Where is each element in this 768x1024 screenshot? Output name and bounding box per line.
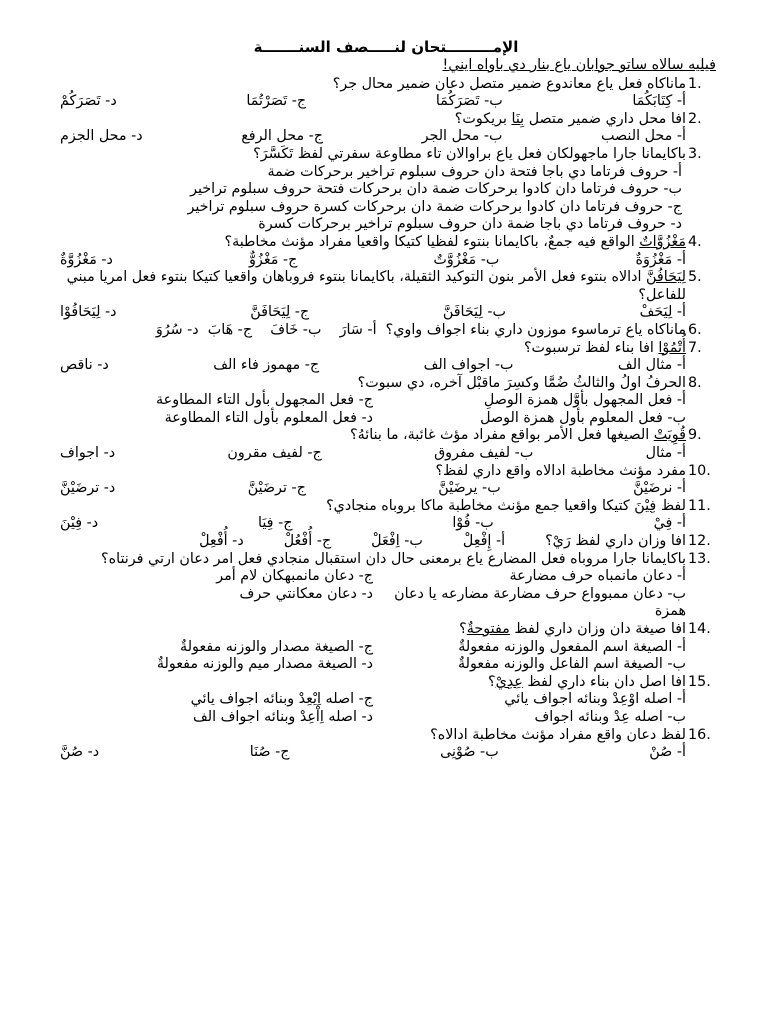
option-b: ب- حروف فرتاما دان كادوا برحركات ضمة دان برحركات فتحة حروف سبلوم تراخير (190, 181, 682, 198)
option-a: أ- مثال الف (617, 357, 686, 374)
question-text: افا وزان داري لفظ رَيْ؟ (545, 533, 686, 550)
question-text-part: الصيغها فعل الأمر بواقع مفراد مؤث غائبة، ما بنائهُ؟ (350, 427, 654, 444)
question-8 (56, 375, 716, 428)
option-b: ب- اصله عِدْ وبنائه اجواف (534, 708, 686, 725)
option-c: ج- الصيغة مصدار والوزنه مفعولةٌ (180, 638, 373, 655)
option-d: د- مَغْزُوَّةٌ (60, 251, 113, 268)
options-row (56, 691, 686, 709)
option-a: أ- إِفْعِلْ (462, 533, 506, 550)
option-b: ب- خَافَ (270, 321, 322, 338)
option-b: ب- لِيَحَافَنَّ (442, 304, 506, 321)
option-b: ب- اجواف الف (423, 357, 514, 374)
question-line (56, 533, 686, 551)
question-number: 16. (688, 726, 711, 743)
option-b: ب- مَغْزُوَّتٌ (433, 251, 500, 268)
question-text (56, 269, 686, 304)
question-11 (56, 498, 716, 533)
option-a: أ- سَارَ (339, 321, 377, 338)
option-b: ب- فُوْا (452, 515, 494, 532)
question-number: 13. (688, 550, 711, 567)
option-d: د- دعان معكانتي حرف (239, 585, 373, 602)
question-3 (56, 146, 716, 234)
question-2 (56, 111, 716, 146)
question-number: 8. (688, 374, 702, 391)
underlined-word: عِدِيْ (495, 673, 523, 690)
option-c: ج- دعان مانمبهكان لام أمر (216, 568, 373, 585)
question-text (56, 427, 686, 445)
question-15 (56, 674, 716, 727)
question-5 (56, 269, 716, 322)
options-row (56, 656, 686, 674)
question-text (56, 498, 686, 516)
question-text-part: ماناكاه ياع ترماسوء موزون داري بناء اجواف واوي؟ (385, 321, 686, 338)
option-d: د- الصيغة مصدار ميم والوزنه مفعولةٌ (156, 656, 373, 673)
question-text-part: افا صيغة دان وزان داري لفظ (509, 621, 686, 637)
question-14 (56, 621, 716, 674)
question-text: لفظ دعان واقع مفراد مؤنث مخاطبة ادالاه؟ (430, 726, 686, 743)
question-text (56, 621, 686, 639)
question-text (56, 234, 686, 252)
option-d: د- فِيْنَ (60, 515, 99, 532)
option-d: د- حروف فرتاما دي باجا ضمة دان حروف سبلوم تراخير برحركات كسرة (258, 216, 682, 233)
question-number: 12. (688, 533, 711, 550)
question-number: 4. (688, 233, 702, 250)
question-text-part: افا محل داري ضمير متصل (524, 110, 686, 127)
option-a: أ- محل النصب (600, 128, 686, 145)
question-text-part: لفظ (656, 497, 686, 514)
question-text-part: كتيكا واقعيا جمع مؤنث مخاطبة ماكا بروباه منجادي؟ (326, 497, 635, 514)
options-row (56, 93, 686, 111)
question-text: الحرفُ اولُ والثالثُ ضُمَّا وكسِرَ ماقبْل آخره، دي سبوت؟ (357, 374, 686, 391)
options-row (56, 357, 686, 375)
question-6 (56, 322, 716, 340)
question-number: 2. (688, 110, 702, 127)
question-text-part: ؟ (488, 673, 496, 690)
options-row (56, 709, 686, 727)
question-7 (56, 340, 716, 375)
option-c: ج- اصله اِيْعِدْ وبنائه اجواف يائي (190, 691, 373, 708)
option-d: د- اصله اِاْعِدْ وبنائه اجواف الف (192, 708, 373, 725)
question-number: 6. (688, 321, 702, 338)
option-a: أ- مثال (645, 445, 686, 462)
option-d: د- سُرُوَ (155, 321, 199, 338)
options-row (56, 744, 686, 762)
question-number: 7. (688, 339, 702, 356)
option-d: د- صُنَّ (60, 744, 100, 761)
question-number: 5. (688, 269, 702, 286)
option-d: د- اجواف (60, 445, 116, 462)
exam-title: الإمـــــــــتحان لنـــــصف السنـــــــة (253, 38, 519, 56)
options-row (56, 304, 686, 322)
option-d: د- لِيَحَافُوْا (60, 304, 117, 321)
question-text-part: الواقع فيه جمعٌ، باكايمانا بنتوء لفظيا كتيكا واقعيا مفراد مؤنث مخاطبة؟ (224, 233, 640, 250)
option-c: ج- تَصَرْتُمَا (246, 93, 307, 110)
question-text-part: افا اصل دان بناء داري لفظ (522, 673, 686, 690)
question-text (56, 340, 686, 358)
question-number: 10. (688, 462, 711, 479)
option-c: ج- حروف فرتاما دان كادوا برحركات ضمة دان برحركات كسرة حروف سبلوم تراخير (187, 198, 682, 215)
option-d: د- أُفْعِلْ (199, 533, 244, 550)
underlined-word: قُوِيَتْ (653, 427, 686, 444)
option-d: د- ناقص (60, 357, 109, 374)
question-number: 1. (688, 75, 702, 92)
option-c: ج- هَابَ (207, 321, 253, 338)
options-row (56, 445, 686, 463)
options-row (56, 410, 686, 428)
question-text-part: بريكوت؟ (454, 110, 512, 127)
question-number: 15. (688, 673, 711, 690)
option-c: ج- محل الرفع (241, 128, 324, 145)
option-a: أ- الصيغة اسم المفعول والوزنه مفعولةٌ (458, 638, 686, 655)
options-row (56, 568, 686, 586)
question-16 (56, 727, 716, 762)
question-12 (56, 533, 716, 551)
options-row (56, 252, 686, 270)
option-c: ج- مَغْزُوٌّ (249, 251, 298, 268)
question-number: 11. (688, 497, 711, 514)
question-text (56, 111, 686, 129)
option-b: ب- يرضَيْنَّ (438, 480, 501, 497)
options-row (56, 392, 686, 410)
question-9 (56, 427, 716, 462)
question-13 (56, 551, 716, 621)
option-a: أ- لِيَحَفْ (639, 304, 686, 321)
question-1 (56, 76, 716, 111)
options-row (56, 480, 686, 498)
underlined-word: مفتوحةٌ (466, 621, 510, 637)
options-row (56, 639, 686, 657)
question-text-part: افا بناء لفظ ترسبوت؟ (523, 339, 659, 356)
option-b: ب- محل الجر (421, 128, 503, 145)
question-text-part: ؟ (459, 621, 467, 637)
option-a: أ- حروف فرتاما دي باجا فتحة دان حروف سبلوم تراخير برحركات ضمة (267, 163, 682, 180)
underlined-word: لِيَحَافُنَّ (646, 269, 686, 286)
options-row (56, 586, 686, 621)
option-d: د- فعل المعلوم بأول التاء المطاوعة (164, 409, 373, 426)
question-text (56, 322, 686, 340)
option-a: أ- فِيْ (653, 515, 686, 532)
question-text: باكايمانا جارا مروباه فعل المضارع ياع برمعنى حال دان استقبال منجادي فعل امر دعان ارتي فرنتاه؟ (101, 550, 686, 567)
option-c: ج- لِيَحَافَنَّ (250, 304, 310, 321)
option-d: د- تَصَرَكُمْ (60, 93, 117, 110)
option-d: د- محل الجزم (60, 128, 143, 145)
option-b: ب- دعان ممبوواع حرف مضارعة مضارعه يا دعان همزة (394, 585, 686, 620)
option-d: د- ترضَيْنَّ (60, 480, 116, 497)
question-text-part: ادالاه بنتوء فعل الأمر بنون التوكيد الثقيلة، باكايمانا بنتوء فروباهان واقعيا كتيكا بنتوء فعل امريا مبني للفاعل؟ (66, 269, 686, 303)
option-a: أ- كِتَابَكُمَا (632, 93, 686, 110)
option-a: أ- دعان مانمباه حرف مضارعة (509, 568, 686, 585)
option-c: ج- ترضَيْنَّ (247, 480, 306, 497)
option-c: ج- لفيف مقرون (227, 445, 322, 462)
option-a: أ- اصله اوْعِدْ وبنائه اجواف يائي (504, 691, 686, 708)
options-row (56, 515, 686, 533)
option-b: ب- صُوْنِى (440, 744, 499, 761)
option-c: ج- أُفْعُلْ (283, 533, 332, 550)
options-row (56, 128, 686, 146)
option-b: ب- تَصَرَكُمَا (435, 93, 503, 110)
question-text: ماناكاه فعل ياع معاندوع ضمير متصل دعان ضمير محال جر؟ (332, 75, 686, 92)
option-c: ج- مهموز فاء الف (213, 357, 320, 374)
option-a: أ- فعل المجهول بأوَّل همزة الوصلِ (483, 392, 686, 409)
option-b: ب- لفيف مفروق (434, 445, 534, 462)
option-b: ب- اِفْعَلْ (371, 533, 423, 550)
question-10 (56, 463, 716, 498)
option-b: ب- الصيغة اسم الفاعل والوزنه مفعولةٌ (457, 656, 686, 673)
question-text: باكايمانا جارا ماجهولكان فعل ياع براوالان تاء مطاوعة سفرتي لفظ تَكَسَّرَ؟ (253, 145, 686, 162)
option-b: ب- فعل المعلوم بأول همزة الوصل (480, 409, 686, 426)
option-a: أ- نرضَيْنَّ (633, 480, 686, 497)
question-number: 9. (688, 427, 702, 444)
exam-instructions: فيليه سالاه ساتو جوابان ياع بنار دي باواه ايني! (442, 57, 716, 73)
option-c: ج- فِيَا (258, 515, 293, 532)
option-a: أ- صُنْ (649, 744, 686, 761)
question-number: 3. (688, 145, 702, 162)
question-number: 14. (688, 621, 711, 637)
option-c: ج- صُنَا (249, 744, 290, 761)
question-text: مفرد مؤنث مخاطبة ادالاه واقع داري لفظ؟ (435, 462, 686, 479)
underlined-word: بِنَا (511, 110, 525, 127)
option-c: ج- فعل المجهول بأول التاء المطاوعة (156, 392, 373, 409)
underlined-word: فِيْنَ (634, 497, 657, 514)
underlined-word: أُتْمُوْا (658, 339, 686, 356)
question-4 (56, 234, 716, 269)
underlined-word: مَغْزُوَّاتٌ (639, 233, 686, 250)
option-a: أ- مَغْزُوَةٌ (635, 251, 686, 268)
question-text (56, 674, 686, 692)
